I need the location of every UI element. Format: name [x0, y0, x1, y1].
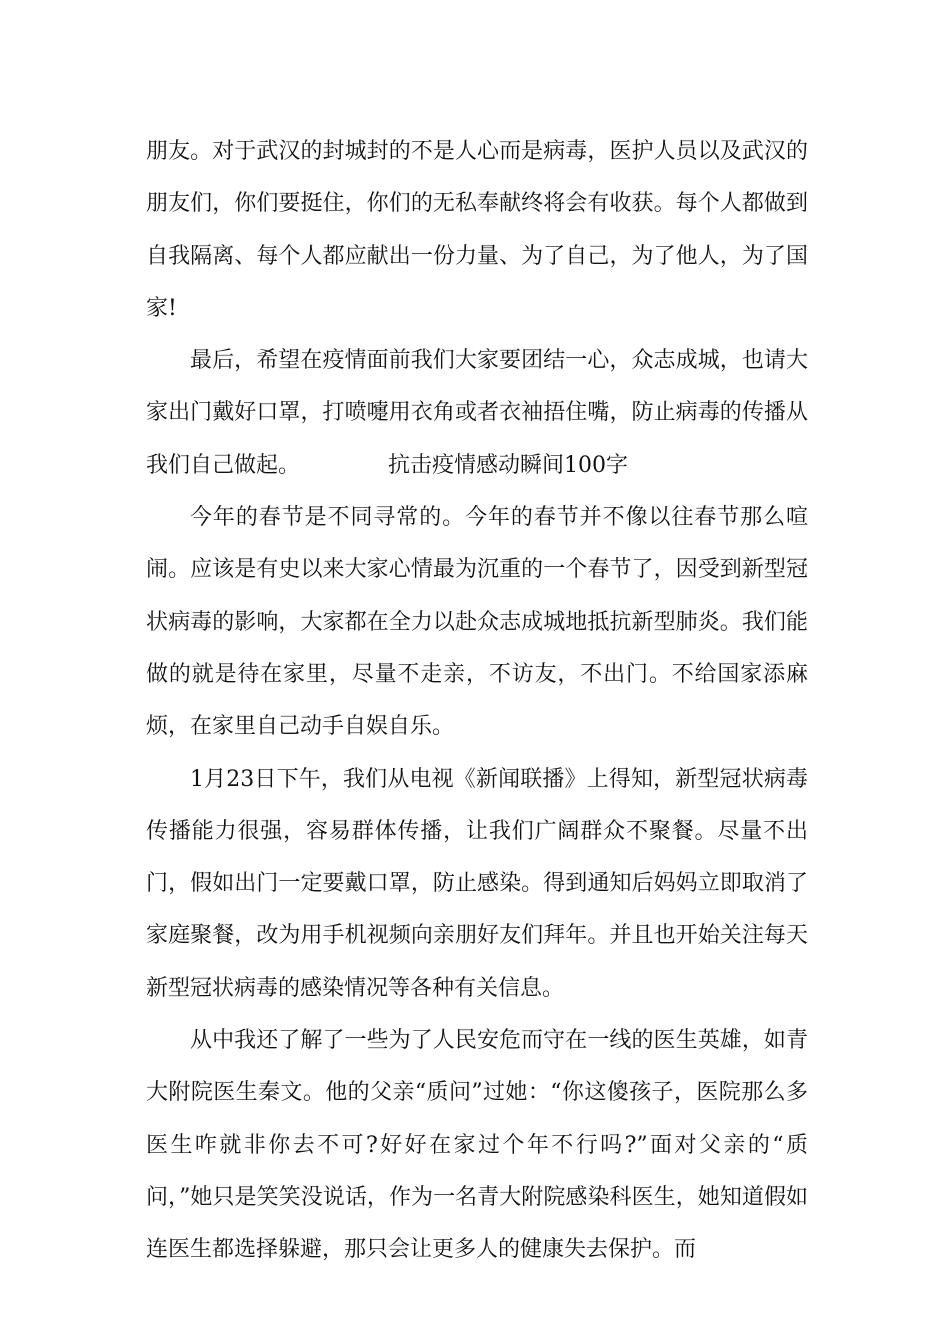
section-title-inline: 抗击疫情感动瞬间100字	[388, 452, 629, 478]
paragraph-2-text: 最后，希望在疫情面前我们大家要团结一心，众志成城，也请大家出门戴好口罩，打喷嚏用衣角或者衣袖捂住嘴，防止病毒的传播从我们自己做起。	[146, 348, 808, 478]
paragraph-3: 今年的春节是不同寻常的。今年的春节并不像以往春节那么喧闹。应该是有史以来大家心情最为沉重的一个春节了，因受到新型冠状病毒的影响，大家都在全力以赴众志成城地抵抗新型肺炎。我们能做的就是待在家里，尽量不走亲，不访友，不出门。不给国家添麻烦，在家里自己动手自娱自乐。	[146, 505, 808, 740]
paragraph-2	[146, 335, 808, 492]
paragraph-5: 从中我还了解了一些为了人民安危而守在一线的医生英雄，如青大附院医生秦文。他的父亲“质问”过她：“你这傻孩子，医院那么多医生咋就非你去不可?好好在家过个年不行吗?”面对父亲的“质问，”她只是笑笑没说话，作为一名青大附院感染科医生，她知道假如连医生都选择躲避，那只会让更多人的健康失去保护。而	[146, 1028, 808, 1263]
document-body	[146, 126, 808, 1277]
paragraph-1: 朋友。对于武汉的封城封的不是人心而是病毒，医护人员以及武汉的朋友们，你们要挺住，你们的无私奉献终将会有收获。每个人都做到自我隔离、每个人都应献出一份力量、为了自己，为了他人，为了国家!	[146, 139, 808, 321]
paragraph-4: 1月23日下午，我们从电视《新闻联播》上得知，新型冠状病毒传播能力很强，容易群体传播，让我们广阔群众不聚餐。尽量不出门，假如出门一定要戴口罩，防止感染。得到通知后妈妈立即取消了家庭聚餐，改为用手机视频向亲朋好友们拜年。并且也开始关注每天新型冠状病毒的感染情况等各种有关信息。	[146, 766, 808, 1001]
